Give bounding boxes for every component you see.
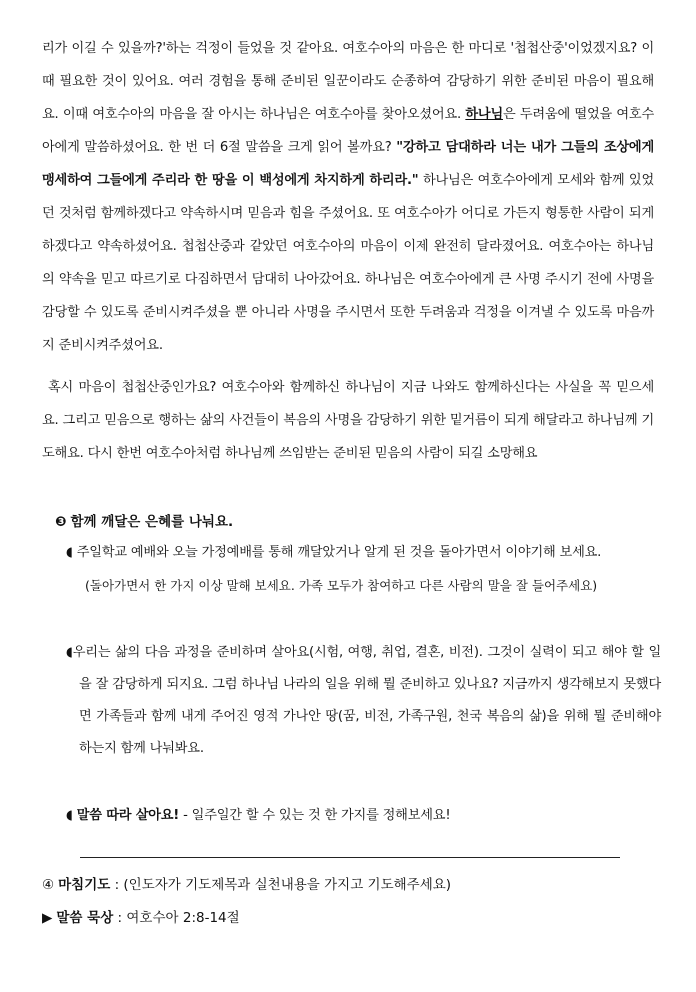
list-item-3 (66, 800, 666, 832)
section-heading (55, 510, 233, 530)
list-item-text: 주일학교 예배와 오늘 가정예배를 통해 깨달았거나 알게 된 것을 돌아가면서 이야기해 보세요. (76, 545, 602, 560)
divider-line (80, 857, 620, 858)
list-item-note: (돌아가면서 한 가지 이상 말해 보세요. 가족 모두가 참여하고 다른 사람의 말을 잘 들어주세요) (85, 578, 598, 593)
meditation-line (42, 906, 240, 926)
circled-three-icon: ❸ (55, 514, 67, 530)
bullet-icon: ◖ (66, 545, 73, 560)
closing-prayer (42, 873, 451, 893)
list-item-text: 우리는 삶의 다음 과정을 준비하며 살아요(시험, 여행, 취업, 결혼, 비전). 그것이 실력이 되고 해야 할 일을 잘 감당하게 되지요. 그럼 하나님 나라의 일을 위해 뭘 준비하고 있나요? 지금까지 생각해보지 못했다면 가족들과 함께 내게 주어진 영적 가나안 땅(꿈, 비전, 가족구원, 천국 복음의 삶)을 위해 뭘 준비해야 하는지 함께 나눠봐요. (72, 645, 661, 756)
list-item-1 (66, 537, 666, 569)
section-title: 함께 깨달은 은혜를 나눠요. (70, 514, 234, 530)
list-item-bold: 말씀 따라 살아요! (76, 808, 180, 823)
circled-four-icon: ④ (42, 877, 55, 893)
meditation-text: : 여호수아 2:8-14절 (113, 910, 240, 926)
meditation-label: 말씀 묵상 (56, 910, 114, 926)
scripture-quote: "강하고 담대하라 너는 내가 그들의 조상에게 맹세하여 그들에게 주리라 한 땅을 이 백성에게 차지하게 하리라." (42, 140, 654, 188)
body-text: 은 두려움에 떨었을 여호수아에게 말씀하셨어요. 한 번 더 6절 말씀을 크게 읽어 볼까요? (42, 107, 654, 155)
list-item-text: - 일주일간 할 수 있는 것 한 가지를 정해보세요! (179, 808, 451, 823)
closing-text: : (인도자가 기도제목과 실천내용을 가지고 기도해주세요) (110, 877, 452, 893)
emphasis-hananim: 하나님 (465, 107, 503, 122)
body-text: 리가 이길 수 있을까?'하는 걱정이 들었을 것 같아요. 여호수아의 마음은 한 마디로 '첩첩산중'이었겠지요? 이 때 필요한 것이 있어요. 여러 경험을 통해 준비된 일꾼이라도 순종하여 감당하기 위한 준비된 마음이 필요해요. 이때 여호수아의 마음을 잘 아시는 하나님은 여호수아를 찾아오셨어요. (42, 41, 654, 122)
play-arrow-icon: ▶ (42, 910, 53, 926)
list-item-2 (66, 637, 661, 765)
body-text: 하나님은 여호수아에게 모세와 함께 있었던 것처럼 함께하겠다고 약속하시며 믿음과 힘을 주셨어요. 또 여호수아가 어디로 가든지 형통한 사람이 되게 하겠다고 약속하셨어요. 첩첩산중과 같았던 여호수아의 마음이 이제 완전히 달라졌어요. 여호수아는 하나님의 약속을 믿고 따르기로 다짐하면서 담대히 나아갔어요. 하나님은 여호수아에게 큰 사명 주시기 전에 사명을 감당할 수 있도록 준비시켜주셨을 뿐 아니라 사명을 주시면서 또한 두려움과 걱정을 이겨낼 수 있도록 마음까지 준비시켜주셨어요. (42, 173, 655, 353)
bullet-icon: ◖ (66, 808, 73, 823)
body-paragraph-2: 혹시 마음이 첩첩산중인가요? 여호수아와 함께하신 하나님이 지금 나와도 함께하신다는 사실을 꼭 믿으세요. 그리고 믿음으로 행하는 삶의 사건들이 복음의 사명을 감당하기 위한 밑거름이 되게 해달라고 하나님께 기도해요. 다시 한번 여호수아처럼 하나님께 쓰임받는 준비된 믿음의 사람이 되길 소망해요 (42, 380, 654, 461)
body-paragraph-1 (42, 32, 654, 362)
closing-label: 마침기도 (58, 877, 111, 893)
bullet-icon: ◖ (66, 645, 73, 660)
